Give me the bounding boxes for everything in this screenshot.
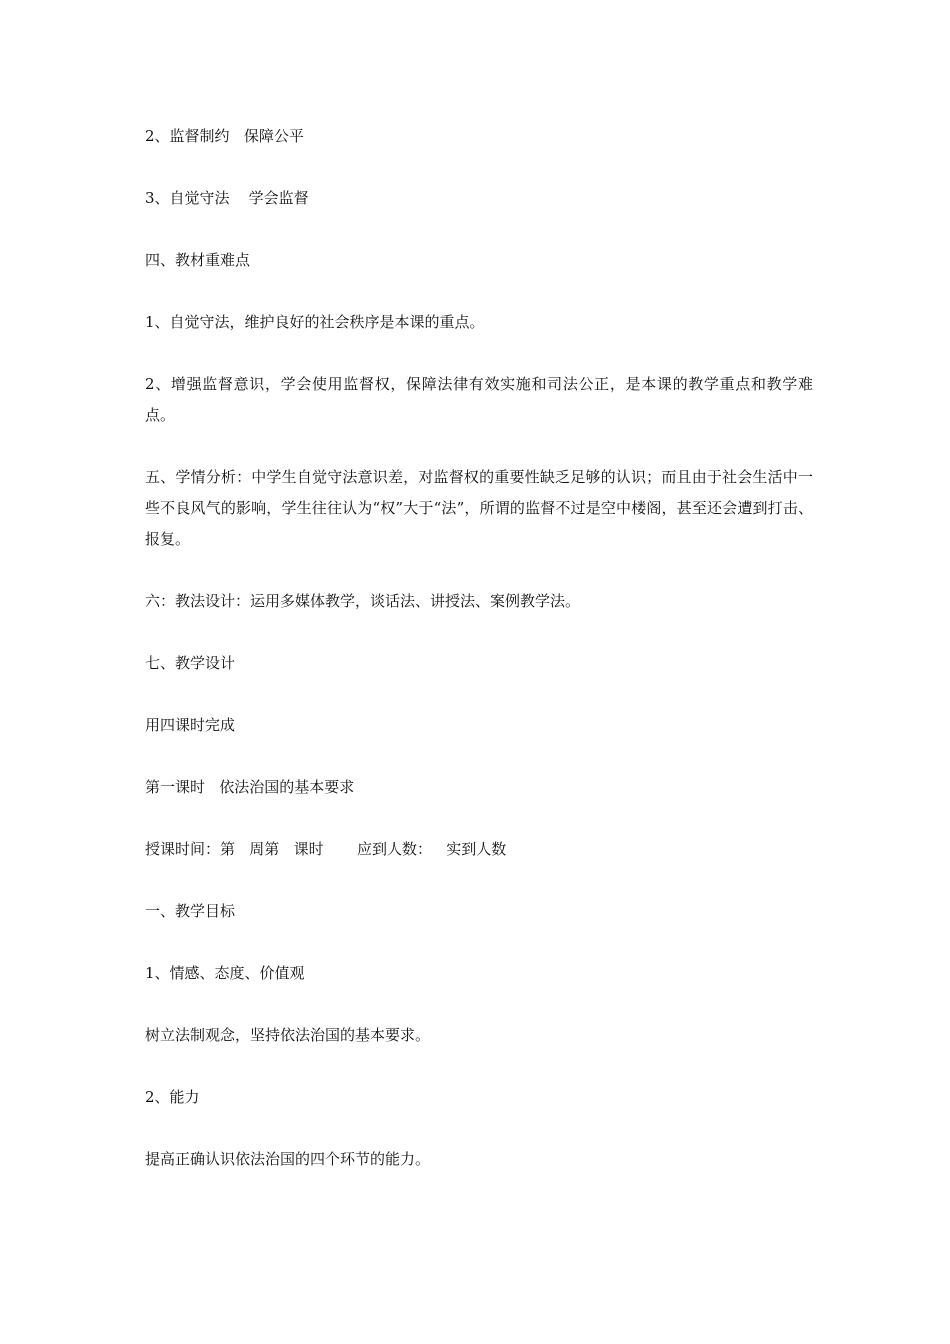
objective-ability-text: 提高正确认识依法治国的四个环节的能力。 <box>145 1150 431 1168</box>
lesson-count: 用四课时完成 <box>145 716 236 734</box>
key-point-1: 1、自觉守法，维护良好的社会秩序是本课的重点。 <box>145 313 485 331</box>
section-heading-supervision: 2、监督制约 保障公平 <box>145 127 304 145</box>
lesson-title: 第一课时 依法治国的基本要求 <box>145 778 355 796</box>
student-analysis: 五、学情分析：中学生自觉守法意识差，对监督权的重要性缺乏足够的认识；而且由于社会生活中一些不良风气的影响，学生往往认为“权”大于“法”，所谓的监督不过是空中楼阁，甚至还会遭到打击、报复。 <box>145 468 813 548</box>
document-page <box>145 121 813 1206</box>
section-heading-self-discipline: 3、自觉守法 学会监督 <box>145 189 309 207</box>
key-point-2: 2、增强监督意识，学会使用监督权，保障法律有效实施和司法公正，是本课的教学重点和教学难点。 <box>145 375 813 424</box>
section-heading-objectives: 一、教学目标 <box>145 902 236 920</box>
class-time-info: 授课时间：第 周第 课时 应到人数： 实到人数 <box>145 840 507 858</box>
section-heading-key-points: 四、教材重难点 <box>145 251 251 269</box>
teaching-method: 六：教法设计：运用多媒体教学，谈话法、讲授法、案例教学法。 <box>145 592 581 610</box>
objective-attitude-text: 树立法制观念，坚持依法治国的基本要求。 <box>145 1026 431 1044</box>
objective-attitude-heading: 1、情感、态度、价值观 <box>145 964 305 982</box>
section-heading-teaching-design: 七、教学设计 <box>145 654 236 672</box>
objective-ability-heading: 2、能力 <box>145 1088 200 1106</box>
